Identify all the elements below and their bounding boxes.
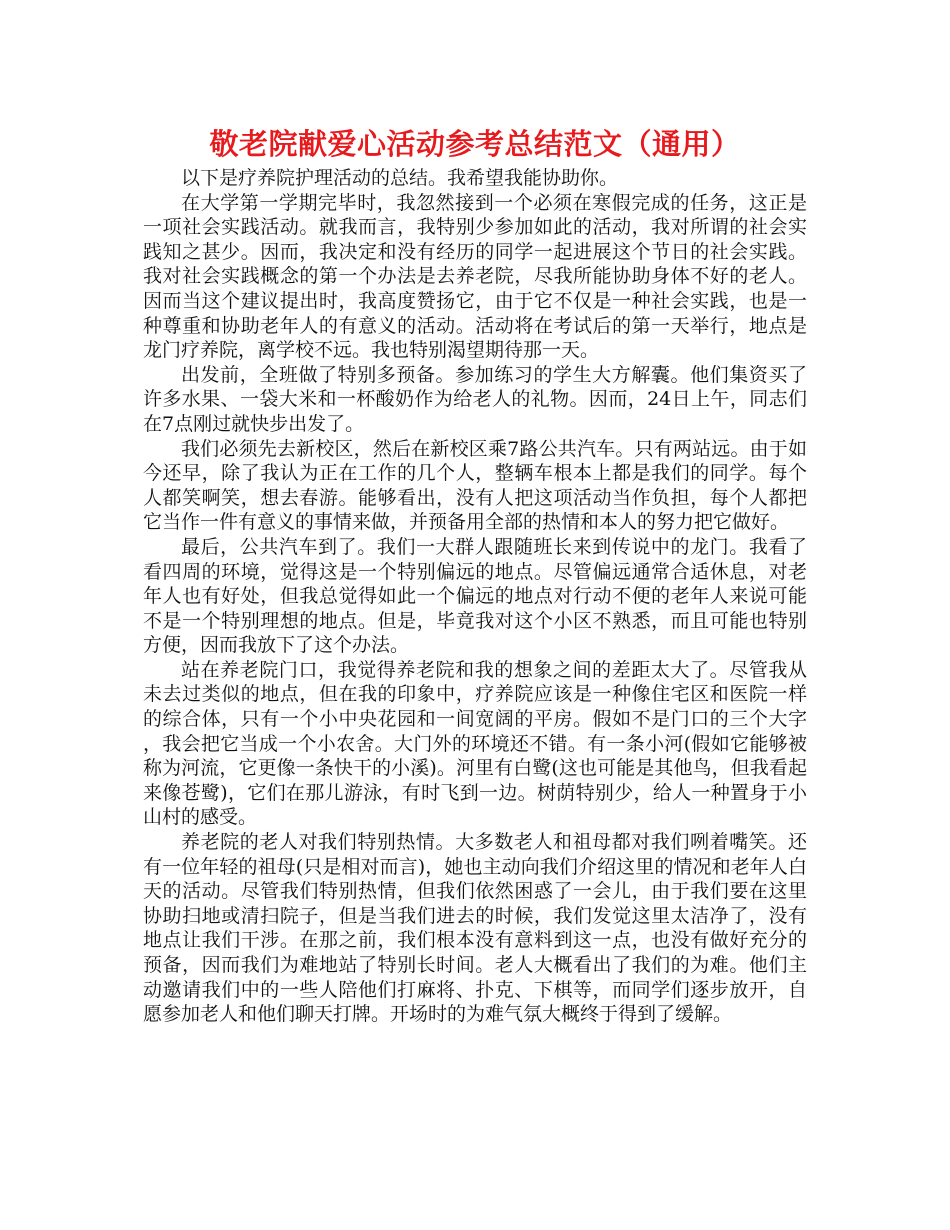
paragraph-elderly-welcome: 养老院的老人对我们特别热情。大多数老人和祖母都对我们咧着嘴笑。还有一位年轻的祖母(只是相对而言)，她也主动向我们介绍这里的情况和老年人白天的活动。尽管我们特别热情，但我们依然困惑了一会儿，由于我们要在这里协助扫地或清扫院子，但是当我们进去的时候，我们发觉这里太洁净了，没有地点让我们干涉。在那之前，我们根本没有意料到这一点，也没有做好充分的预备，因而我们为难地站了特别长时间。老人大概看出了我们的为难。他们主动邀请我们中的一些人陪他们打麻将、扑克、下棋等，而同学们逐步放开，自愿参加老人和他们聊天打牌。开场时的为难气氛大概终于得到了缓解。: [143, 831, 807, 1026]
document-body: [143, 166, 807, 1027]
document-title: 敬老院献爱心活动参考总结范文（通用）: [209, 127, 741, 161]
paragraph-background: 在大学第一学期完毕时，我忽然接到一个必须在寒假完成的任务，这正是一项社会实践活动。就我而言，我特别少参加如此的活动，我对所谓的社会实践知之甚少。因而，我决定和没有经历的同学一起进展这个节日的社会实践。我对社会实践概念的第一个办法是去养老院，尽我所能协助身体不好的老人。因而当这个建议提出时，我高度赞扬它，由于它不仅是一种社会实践，也是一种尊重和协助老年人的有意义的活动。活动将在考试后的第一天举行，地点是龙门疗养院，离学校不远。我也特别渴望期待那一天。: [143, 191, 807, 362]
paragraph-intro: 以下是疗养院护理活动的总结。我希望我能协助你。: [181, 167, 619, 189]
paragraph-arrival: 最后，公共汽车到了。我们一大群人跟随班长来到传说中的龙门。我看了看四周的环境，觉得这是一个特别偏远的地点。尽管偏远通常合适休息，对老年人也有好处，但我总觉得如此一个偏远的地点对行动不便的老年人来说可能不是一个特别理想的地点。但是，毕竟我对这个小区不熟悉，而且可能也特别方便，因而我放下了这个办法。: [143, 535, 807, 657]
paragraph-bus-trip: 我们必须先去新校区，然后在新校区乘7路公共汽车。只有两站远。由于如今还早，除了我认为正在工作的几个人，整辆车根本上都是我们的同学。每个人都笑啊笑，想去春游。能够看出，没有人把这项活动当作负担，每个人都把它当作一件有意义的事情来做，并预备用全部的热情和本人的努力把它做好。: [143, 437, 807, 534]
paragraph-nursing-home-gate: 站在养老院门口，我觉得养老院和我的想象之间的差距太大了。尽管我从未去过类似的地点，但在我的印象中，疗养院应该是一种像住宅区和医院一样的综合体，只有一个小中央花园和一间宽阔的平房。假如不是门口的三个大字，我会把它当成一个小农舍。大门外的环境还不错。有一条小河(假如它能够被称为河流，它更像一条快干的小溪)。河里有白鹭(这也可能是其他鸟，但我看起来像苍鹭)，它们在那儿游泳，有时飞到一边。树荫特别少，给人一种置身于小山村的感受。: [143, 658, 807, 829]
paragraph-preparation: 出发前，全班做了特别多预备。参加练习的学生大方解囊。他们集资买了许多水果、一袋大米和一杯酸奶作为给老人的礼物。因而，24日上午，同志们在7点刚过就快步出发了。: [143, 363, 807, 435]
